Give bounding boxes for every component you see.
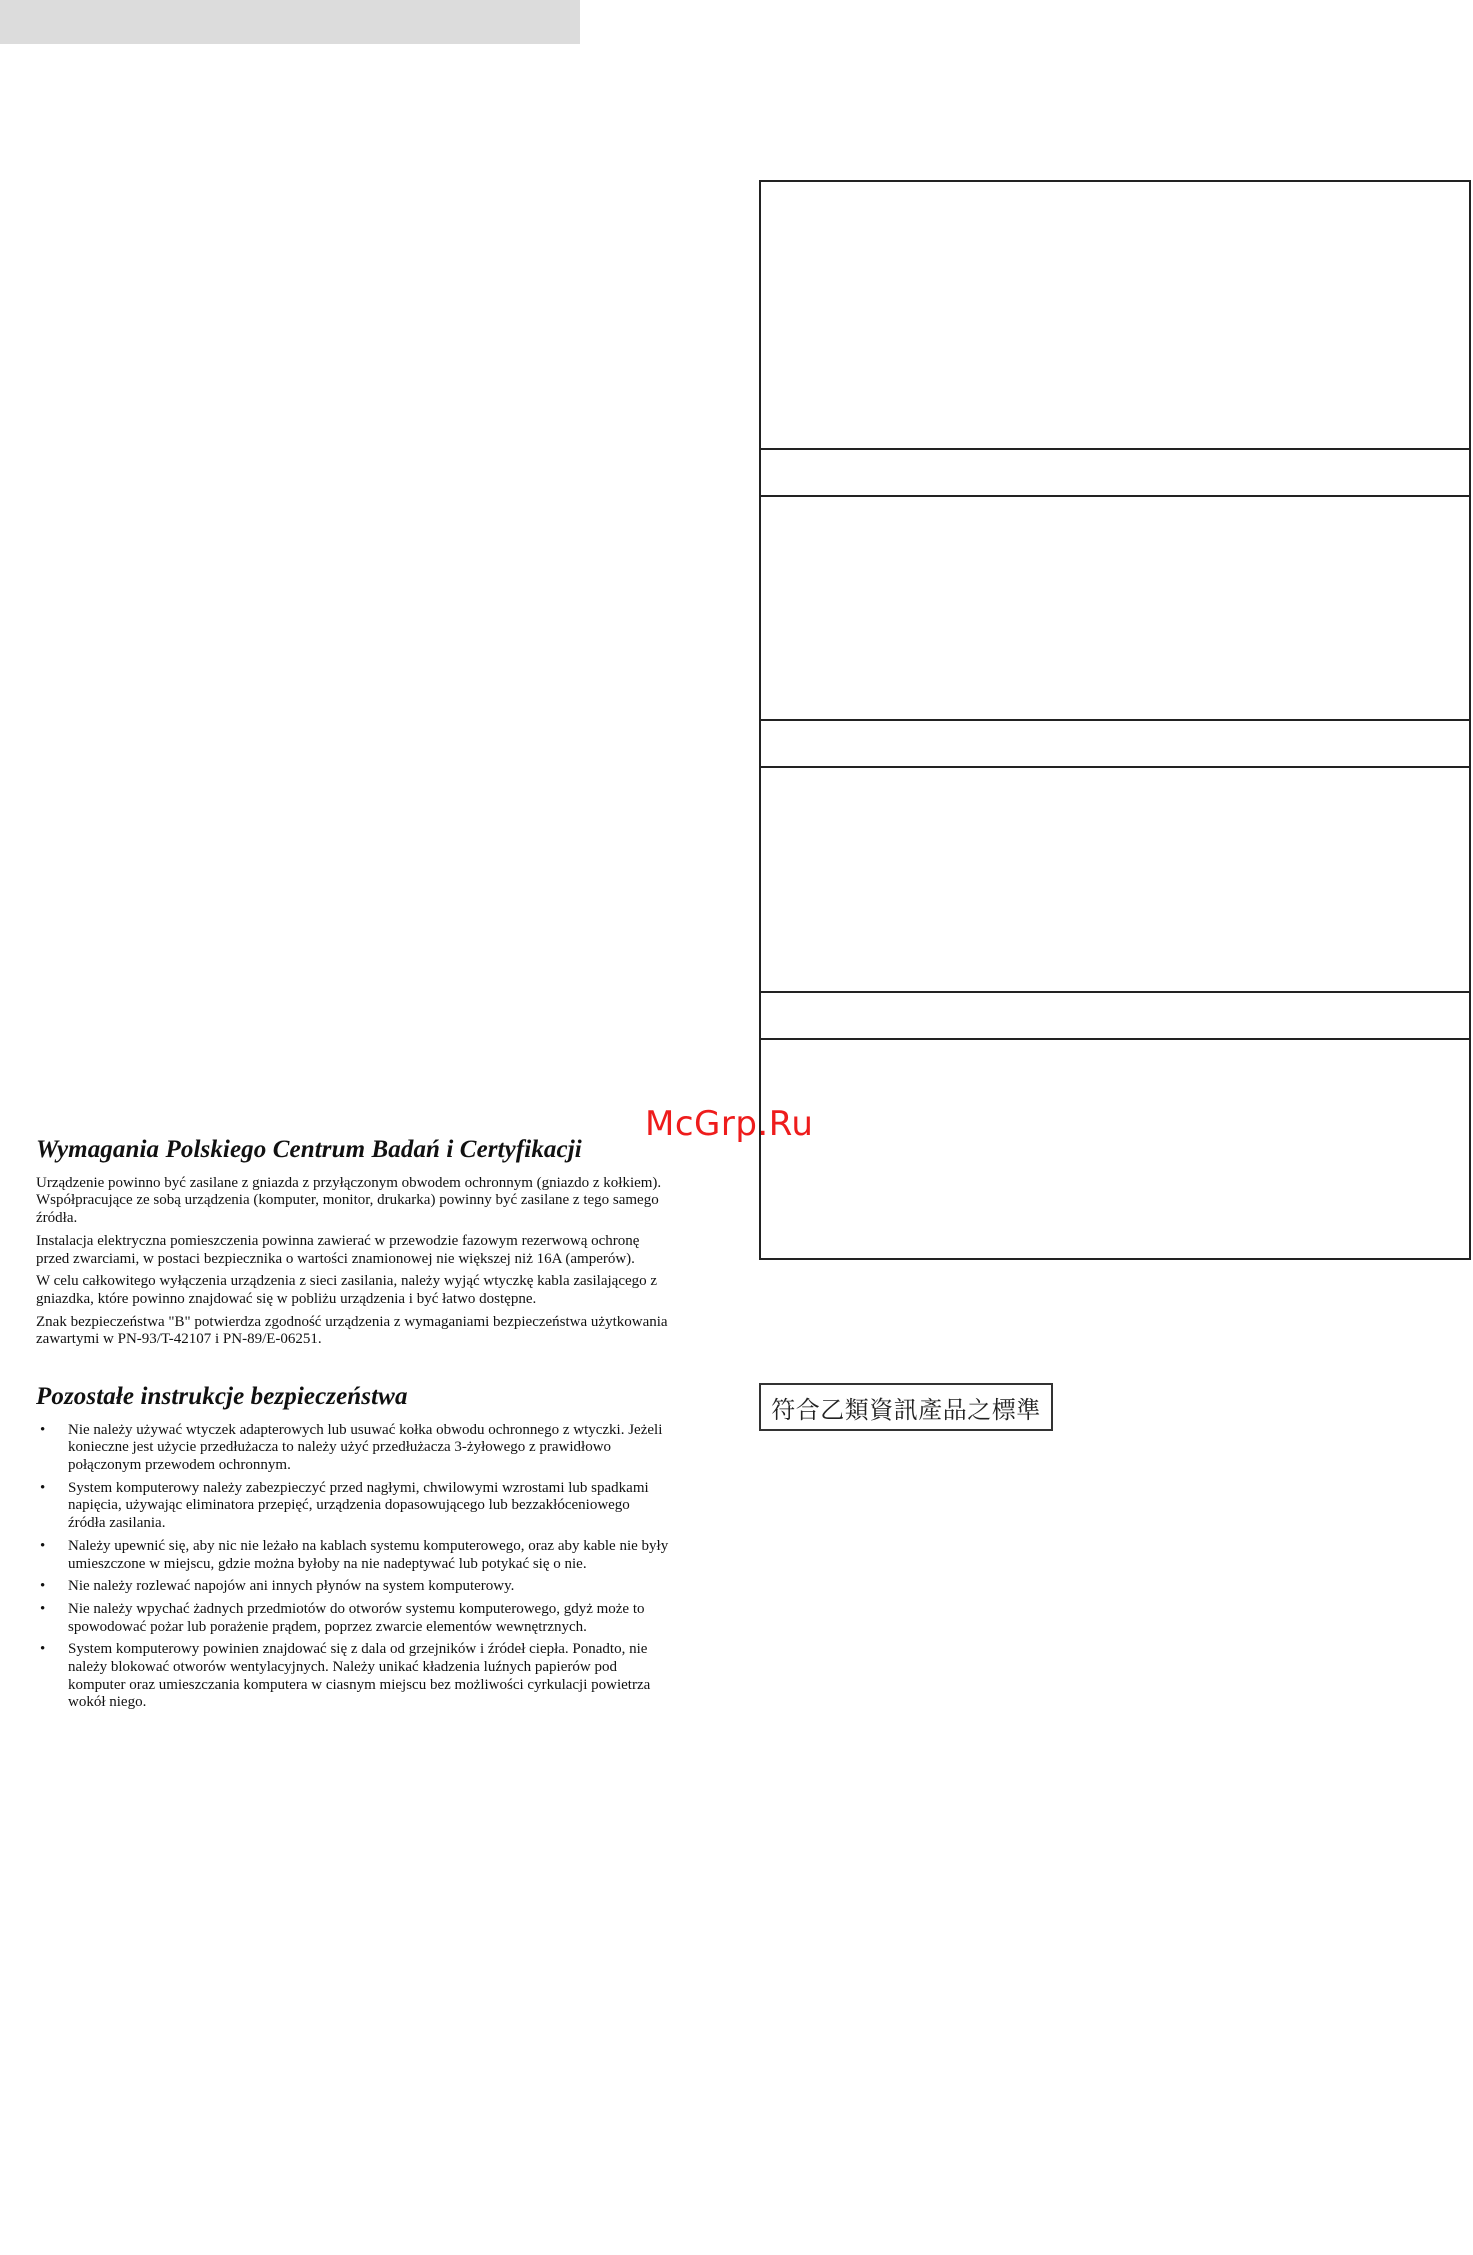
- table-row: [761, 1040, 1469, 1257]
- bullet-icon: •: [40, 1578, 46, 1595]
- table-row: [761, 450, 1469, 497]
- list-item: [36, 1480, 670, 1533]
- list-item: [36, 1641, 670, 1712]
- list-item: [36, 1601, 670, 1636]
- table-row: [761, 721, 1469, 768]
- bullet-icon: •: [40, 1479, 46, 1496]
- list-item-text: Należy upewnić się, aby nic nie leżało na kablach systemu komputerowego, oraz aby kable nie były umieszczone w miejscu, gdzie można byłoby na nie nadeptywać lub potykać się o nie.: [68, 1537, 669, 1572]
- list-item: [36, 1578, 670, 1596]
- list-item: [36, 1538, 670, 1573]
- bullet-icon: •: [40, 1641, 46, 1658]
- top-gray-bar: [0, 0, 580, 44]
- list-item: [36, 1422, 670, 1475]
- safety-section: [36, 1136, 670, 1717]
- polish-paragraph: W celu całkowitego wyłączenia urządzenia z sieci zasilania, należy wyjąć wtyczkę kabla zasilającego z gniazdka, które powinno znajdować się w pobliżu urządzenia i być łatwo dostępne.: [36, 1273, 658, 1307]
- list-item-text: System komputerowy należy zabezpieczyć przed nagłymi, chwilowymi wzrostami lub spadkami napięcia, używając eliminatora przepięć, urządzenia dopasowującego lub bezzakłóceniowego źródła zasilania.: [68, 1479, 649, 1532]
- empty-regulatory-table: [759, 180, 1471, 1260]
- polish-paragraph: Urządzenie powinno być zasilane z gniazda z przyłączonym obwodem ochronnym (gniazdo z kołkiem). Współpracujące ze sobą urządzenia (komputer, monitor, drukarka) powinny być zasilane z tego samego źródła.: [36, 1174, 662, 1227]
- polish-certification-heading: Wymagania Polskiego Centrum Badań i Certyfikacji: [36, 1136, 582, 1163]
- bullet-icon: •: [40, 1600, 46, 1617]
- table-row: [761, 993, 1469, 1040]
- table-row: [761, 497, 1469, 721]
- polish-paragraph: Instalacja elektryczna pomieszczenia powinna zawierać w przewodzie fazowym rezerwową ochronę przed zwarciami, w postaci bezpiecznika o wartości znamionowej nie większej niż 16A (amperów).: [36, 1232, 640, 1267]
- taiwan-mark-text: 符合乙類資訊產品之標準: [771, 1395, 1041, 1424]
- polish-paragraph: Znak bezpieczeństwa "B" potwierdza zgodność urządzenia z wymaganiami bezpieczeństwa użytkowania zawartymi w PN-93/T-42107 i PN-89/E-06251.: [36, 1313, 668, 1348]
- taiwan-class-b-mark: [759, 1383, 1053, 1431]
- safety-instructions-list: [36, 1422, 670, 1712]
- watermark-text: McGrp.Ru: [645, 1104, 814, 1144]
- table-row: [761, 768, 1469, 993]
- list-item-text: Nie należy używać wtyczek adapterowych lub usuwać kołka obwodu ochronnego z wtyczki. Jeżeli konieczne jest użycie przedłużacza to należy użyć przedłużacza 3-żyłowego z prawidłowo połączonym przewodem ochronnym.: [68, 1421, 663, 1474]
- bullet-icon: •: [40, 1421, 46, 1438]
- table-row: [761, 182, 1469, 450]
- list-item-text: Nie należy rozlewać napojów ani innych płynów na system komputerowy.: [68, 1578, 515, 1595]
- bullet-icon: •: [40, 1537, 46, 1554]
- list-item-text: Nie należy wpychać żadnych przedmiotów do otworów systemu komputerowego, gdyż może to spowodować pożar lub porażenie prądem, poprzez zwarcie elementów wewnętrznych.: [68, 1600, 645, 1635]
- list-item-text: System komputerowy powinien znajdować się z dala od grzejników i źródeł ciepła. Ponadto, nie należy blokować otworów wentylacyjnych. Należy unikać kładzenia luźnych papierów pod komputer oraz umieszczania komputera w ciasnym miejscu bez możliwości cyrkulacji powietrza wokół niego.: [68, 1641, 651, 1711]
- other-safety-heading: Pozostałe instrukcje bezpieczeństwa: [36, 1382, 408, 1410]
